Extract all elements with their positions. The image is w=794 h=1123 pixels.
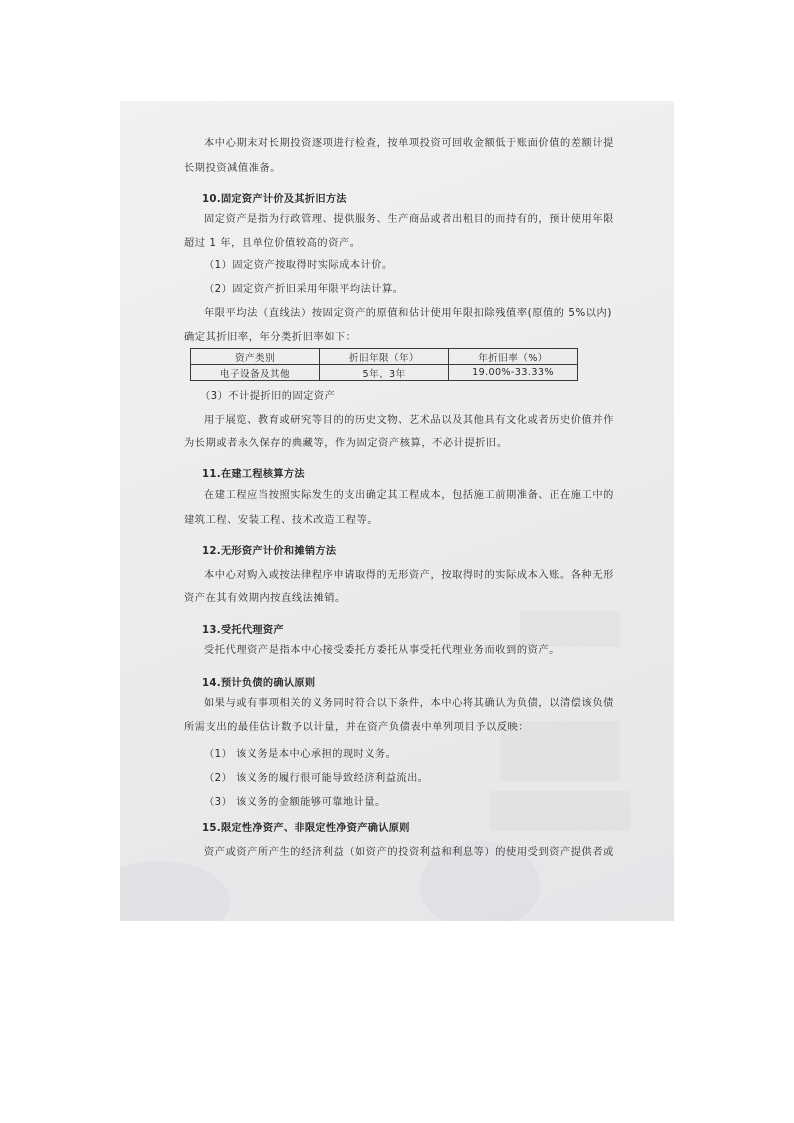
paragraph-line: 长期投资减值准备。 (184, 163, 282, 174)
table-cell: 5年、3年 (320, 365, 449, 381)
paragraph-line: 受托代理资产是指本中心接受委托方委托从事受托代理业务而收到的资产。 (204, 645, 560, 656)
list-item: （3） 该义务的金额能够可靠地计量。 (204, 797, 386, 808)
scanned-page-photo (120, 101, 674, 921)
section-heading: 11.在建工程核算方法 (202, 469, 305, 480)
table-cell: 电子设备及其他 (191, 365, 320, 381)
paragraph-line: 资产或资产所产生的经济利益（如资产的投资利益和利息等）的使用受到资产提供者或 (204, 847, 614, 858)
paragraph-line: 建筑工程、安装工程、技术改造工程等。 (184, 515, 379, 526)
document-page (120, 101, 674, 921)
table-header-cell: 年折旧率（%） (449, 349, 578, 365)
table-cell: 19.00%-33.33% (449, 365, 578, 381)
list-item: （2） 该义务的履行很可能导致经济利益流出。 (204, 773, 429, 784)
table-header-row (191, 349, 578, 365)
paragraph-line: 所需支出的最佳估计数予以计量，并在资产负债表中单列项目予以反映： (184, 722, 530, 733)
section-heading: 13.受托代理资产 (202, 625, 284, 636)
section-heading: 15.限定性净资产、非限定性净资产确认原则 (202, 823, 410, 834)
paragraph-line: 为长期或者永久保存的典藏等，作为固定资产核算，不必计提折旧。 (184, 438, 508, 449)
list-item: （1） 该义务是本中心承担的现时义务。 (204, 749, 397, 760)
paragraph-line: 固定资产是指为行政管理、提供服务、生产商品或者出租目的而持有的，预计使用年限 (204, 214, 614, 225)
table-header-cell: 折旧年限（年） (320, 349, 449, 365)
depreciation-table (190, 348, 578, 381)
paragraph-line: 如果与或有事项相关的义务同时符合以下条件，本中心将其确认为负债，以清偿该负债 (204, 698, 614, 709)
list-item: （1）固定资产按取得时实际成本计价。 (204, 260, 393, 271)
paragraph-line: 确定其折旧率，年分类折旧率如下： (184, 332, 357, 343)
paragraph-line: 超过 1 年，且单位价值较高的资产。 (184, 238, 361, 249)
list-item: （3）不计提折旧的固定资产 (200, 391, 336, 402)
table-row (191, 365, 578, 381)
section-heading: 10.固定资产计价及其折旧方法 (202, 194, 347, 205)
paragraph-line: 在建工程应当按照实际发生的支出确定其工程成本，包括施工前期准备、正在施工中的 (204, 490, 614, 501)
paragraph-line: 用于展览、教育或研究等目的的历史文物、艺术品以及其他具有文化或者历史价值并作 (204, 415, 614, 426)
paragraph-line: 本中心期末对长期投资逐项进行检查，按单项投资可回收金额低于账面价值的差额计提 (204, 138, 614, 149)
paragraph-line: 年限平均法（直线法）按固定资产的原值和估计使用年限扣除残值率(原值的 5%以内) (204, 308, 612, 319)
paragraph-line: 本中心对购入或按法律程序申请取得的无形资产，按取得时的实际成本入账。各种无形 (204, 570, 614, 581)
section-heading: 14.预计负债的确认原则 (202, 678, 316, 689)
table-header-cell: 资产类别 (191, 349, 320, 365)
section-heading: 12.无形资产计价和摊销方法 (202, 546, 337, 557)
paragraph-line: 资产在其有效期内按直线法摊销。 (184, 593, 346, 604)
list-item: （2）固定资产折旧采用年限平均法计算。 (204, 284, 404, 295)
